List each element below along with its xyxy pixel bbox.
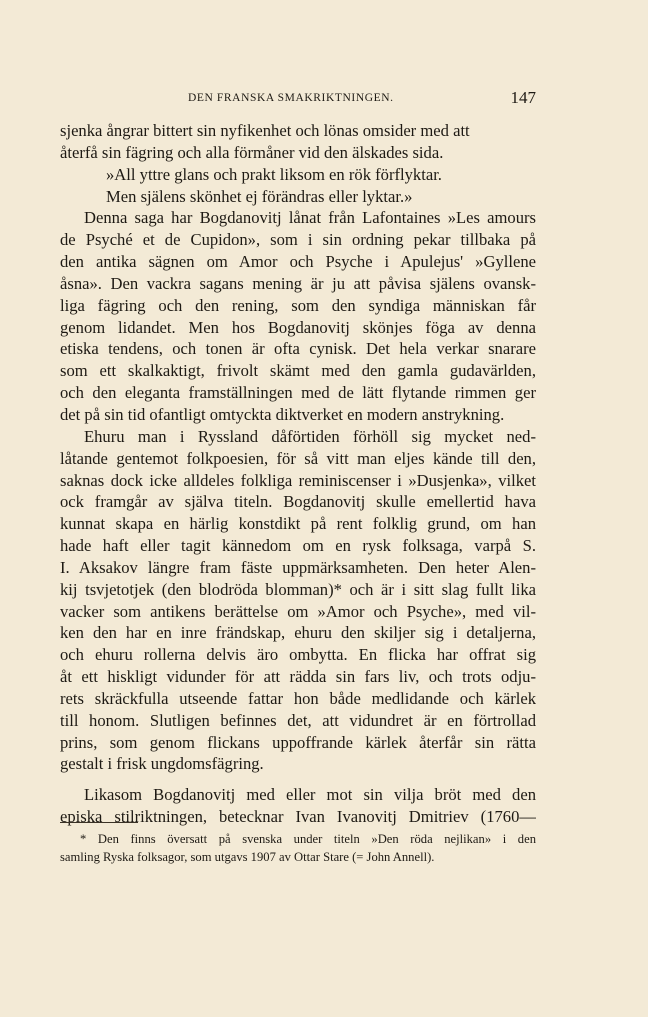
text-line: åsna». Den vackra sagans mening är ju att påvisa själens ovansk- — [60, 273, 536, 293]
text-line: prins, som genom flickans uppoffrande kärlek återfår sin rätta — [60, 732, 536, 752]
text-line: det på sin tid ofantligt omtyckta diktverket en modern anstrykning. — [60, 404, 505, 424]
text-line: åt ett hiskligt vidunder för att rädda sin fars liv, och trots odju- — [60, 667, 536, 687]
text-line: Denna saga har Bogdanovitj lånat från Lafontaines »Les amours — [84, 208, 536, 228]
verse-line: Men själens skönhet ej förändras eller lyktar.» — [106, 186, 413, 206]
text-line: som ett skalkaktigt, frivolt skämt med den gamla gudavärlden, — [60, 361, 536, 381]
text-line: episka stilriktningen, betecknar Ivan Ivanovitj Dmitriev (1760— — [60, 807, 536, 827]
paragraph-gap — [60, 775, 536, 784]
text-line: återfå sin fägring och alla förmåner vid den älskades sida. — [60, 142, 444, 162]
page-number: 147 — [510, 88, 536, 107]
text-line: etiska tendens, och tonen är ofta cynisk. Det hela verkar snarare — [60, 339, 536, 359]
text-line: rets skräckfulla utseende fattar hon både medlidande och kärlek — [60, 688, 536, 708]
text-line: gestalt i frisk ungdomsfägring. — [60, 754, 264, 774]
text-line: hade haft eller tagit kännedom om en rysk folksaga, varpå S. — [60, 536, 536, 556]
text-line: vacker som antikens berättelse om »Amor och Psyche», med vil- — [60, 601, 536, 621]
text-line: låtande gentemot folkpoesien, för så vitt man eljes kände till den, — [60, 448, 536, 468]
body-text — [60, 120, 536, 828]
text-line: saknas dock icke alldeles folkliga reminiscenser i »Dusjenka», vilket — [60, 470, 536, 490]
text-line: ock framgår av själva titeln. Bogdanovitj skulle emellertid hava — [60, 492, 536, 512]
text-line: ken den har en inre frändskap, ehuru den skiljer sig i detaljerna, — [60, 623, 536, 643]
page-header — [60, 88, 536, 110]
text-line: Likasom Bogdanovitj med eller mot sin vilja bröt med den — [84, 785, 536, 805]
text-line: genom lidandet. Men hos Bogdanovitj skönjes föga av denna — [60, 317, 536, 337]
verse-line: »All yttre glans och prakt liksom en rök förflyktar. — [106, 164, 442, 184]
text-line: och den eleganta framställningen med de lätt flytande rimmen ger — [60, 383, 536, 403]
text-line: de Psyché et de Cupidon», som i sin ordning pekar tillbaka på — [60, 230, 536, 250]
footnote-line: * Den finns översatt på svenska under titeln »Den röda nejlikan» i den — [80, 832, 536, 846]
footnote-line: samling Ryska folksagor, som utgavs 1907 av Ottar Stare (= John Annell). — [60, 850, 435, 864]
text-line: och ehuru rollerna delvis äro ombytta. En flicka har offrat sig — [60, 645, 536, 665]
text-line: kij tsvjetotjek (den blodröda blomman)* och är i sitt slag fullt lika — [60, 579, 536, 599]
text-line: sjenka ångrar bittert sin nyfikenhet och lönas omsider med att — [60, 121, 470, 140]
footnote-rule — [60, 822, 138, 823]
text-line: I. Aksakov längre fram fäste uppmärksamheten. Den heter Alen- — [60, 557, 536, 577]
text-line: Ehuru man i Ryssland dåförtiden förhöll sig mycket ned- — [84, 426, 536, 446]
footnote — [60, 830, 536, 866]
text-line: den antika sägnen om Amor och Psyche i Apulejus' »Gyllene — [60, 252, 536, 272]
text-line: till honom. Slutligen befinnes det, att vidundret är en förtrollad — [60, 710, 536, 730]
running-head: DEN FRANSKA SMAKRIKTNINGEN. — [188, 92, 394, 104]
text-line: kunnat skapa en härlig konstdikt på rent folklig grund, om han — [60, 514, 536, 534]
text-line: liga fägring och den rening, som den syndiga människan får — [60, 295, 536, 315]
